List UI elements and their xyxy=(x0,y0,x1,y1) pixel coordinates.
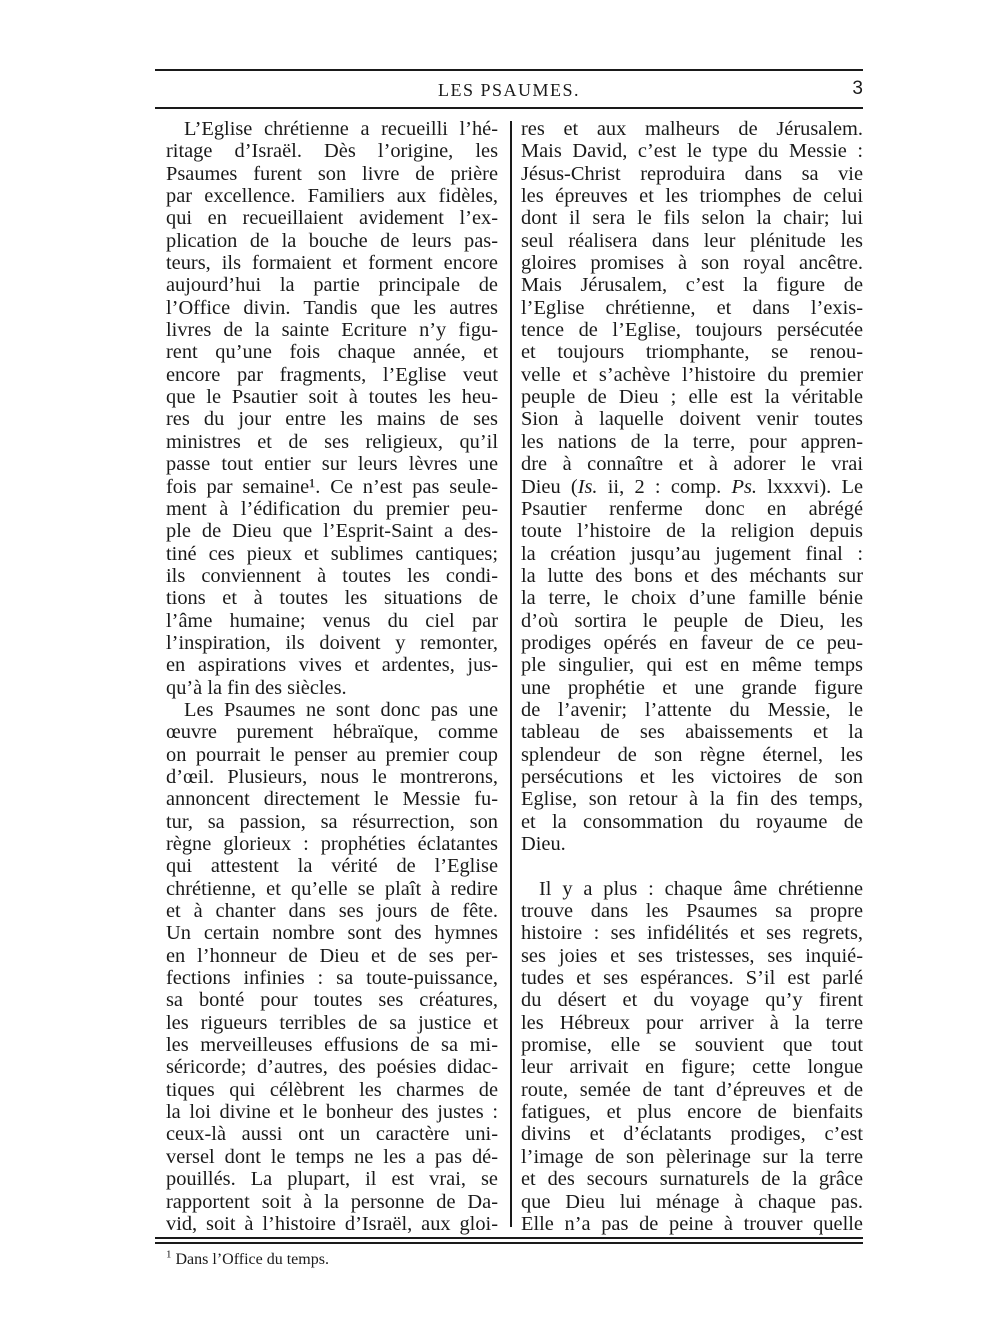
text-line: ritage d’Israël. Dès l’origine, les xyxy=(166,140,498,163)
text-line: fatigues, et plus encore de bienfaits xyxy=(521,1101,863,1124)
text-line: les Hébreux pour arriver à la terre xyxy=(521,1011,863,1034)
text-line: Mais Jérusalem, c’est la figure de xyxy=(521,274,863,297)
running-header-title: LES PSAUMES. xyxy=(437,80,581,100)
text-line: d’œil. Plusieurs, nous le montrerons, xyxy=(166,765,498,788)
text-line: les merveilleuses effusions de sa mi- xyxy=(166,1034,498,1057)
text-line: Psaumes furent son livre de prière xyxy=(166,162,498,185)
text-line: histoire : ses infidélités et ses regrets, xyxy=(521,922,863,945)
text-line: gloires promises à son royal ancêtre. xyxy=(521,252,863,275)
footnote-marker: 1 xyxy=(166,1248,172,1261)
text-line: les rigueurs terribles de sa justice et xyxy=(166,1011,498,1034)
text-line: et des secours surnaturels de la grâce xyxy=(521,1168,863,1191)
text-line: dont il sera le fils selon la chair; lui xyxy=(521,207,863,230)
footnote-text: Dans l’Office du temps. xyxy=(175,1251,329,1268)
text-line: l’Office divin. Tandis que les autres xyxy=(166,296,498,319)
text-line: Mais David, c’est le type du Messie : xyxy=(521,140,863,163)
text-line: annoncent directement le Messie fu- xyxy=(166,788,498,811)
text-line: promise, elle se souvient que tout xyxy=(521,1034,863,1057)
text-line: ils conviennent à toutes les condi- xyxy=(166,564,498,587)
text-line: Sion à laquelle doivent venir toutes xyxy=(521,408,863,431)
text-line: tiné ces pieux et sublimes cantiques; xyxy=(166,542,498,565)
text-line: divins et d’éclatants prodiges, c’est xyxy=(521,1123,863,1146)
text-line: livres de la sainte Ecriture n’y figu- xyxy=(166,319,498,342)
text-line: L’Eglise chrétienne a recueilli l’hé- xyxy=(184,118,498,140)
text-line: aujourd’hui la partie principale de xyxy=(166,274,498,297)
text-line: versel dont le temps ne les a pas dé- xyxy=(166,1145,498,1168)
left-text-column xyxy=(166,118,498,1235)
text-line: velle et s’achève l’histoire du premier xyxy=(521,363,863,386)
text-line: séricorde; d’autres, des poésies didac- xyxy=(166,1056,498,1079)
text-line: fections infinies : sa toute-puissance, xyxy=(166,967,498,990)
text-line: et toujours triomphante, se renou- xyxy=(521,341,863,364)
text-line: rapportent soit à la personne de Da- xyxy=(166,1190,498,1213)
text-line: tions et à toutes les situations de xyxy=(166,587,498,610)
text-line: tudes et ses espérances. S’il est parlé xyxy=(521,967,863,990)
text-line: Psautier renferme donc en abrégé xyxy=(521,497,863,520)
text-line: tur, sa passion, sa résurrection, son xyxy=(166,810,498,833)
text-line: la loi divine et le bonheur des justes : xyxy=(166,1101,498,1124)
text-line: et la consommation du royaume de xyxy=(521,810,863,833)
text-line: et à chanter dans ses jours de fête. xyxy=(166,900,498,923)
text-line: les épreuves et les triomphes de celui xyxy=(521,185,863,208)
footnote xyxy=(166,1248,329,1269)
text-line: en aspirations vives et ardentes, jus- xyxy=(166,654,498,677)
text-line: peuple de Dieu ; elle est la véritable xyxy=(521,386,863,409)
text-line: tiques qui célèbrent les charmes de xyxy=(166,1078,498,1101)
text-line: Dieu. xyxy=(521,833,566,855)
text-line: les nations de la terre, pour appren- xyxy=(521,430,863,453)
text-line: l’âme humaine; venus du ciel par xyxy=(166,609,498,632)
text-line: d’où sortira le peuple de Dieu, les xyxy=(521,609,863,632)
text-line: chrétienne, et qu’elle se plaît à redire xyxy=(166,877,498,900)
text-line: prodiges opérés en faveur de ce peu- xyxy=(521,631,863,654)
text-line: ceux-là aussi ont un caractère uni- xyxy=(166,1123,498,1146)
text-line: tableau de ses abaissements et la xyxy=(521,721,863,744)
text-line: l’Eglise chrétienne, et dans l’exis- xyxy=(521,296,863,319)
text-line: une prophétie et une grande figure xyxy=(521,676,863,699)
text-line: pouillés. La plupart, il est vrai, se xyxy=(166,1168,498,1191)
text-line: la création jusqu’au jugement final : xyxy=(521,542,863,565)
text-line: splendeur de son règne éternel, les xyxy=(521,743,863,766)
text-line: qui en recueillaient avidement l’ex- xyxy=(166,207,498,230)
text-line: plication de la bouche de leurs pas- xyxy=(166,229,498,252)
text-line: par excellence. Familiers aux fidèles, xyxy=(166,185,498,208)
text-line: rent qu’une fois chaque année, et xyxy=(166,341,498,364)
text-line: ment à l’édification du premier peu- xyxy=(166,497,498,520)
text-line: vid, soit à l’histoire d’Israël, aux gloi- xyxy=(166,1212,498,1235)
text-line: route, semée de tant d’épreuves et de xyxy=(521,1078,863,1101)
text-line: Les Psaumes ne sont donc pas une xyxy=(184,698,498,721)
text-line: passe tout entier sur leurs lèvres une xyxy=(166,453,498,476)
text-line: seul réalisera dans leur plénitude les xyxy=(521,229,863,252)
paragraph-gap xyxy=(521,855,863,877)
text-line: qu’à la fin des siècles. xyxy=(166,676,347,699)
text-line: l’image de son pèlerinage sur la terre xyxy=(521,1145,863,1168)
text-line: règne glorieux : prophéties éclatantes xyxy=(166,833,498,855)
text-line: res du jour entre les mains de ses xyxy=(166,408,498,431)
header-bottom-rule xyxy=(155,107,863,109)
text-line: Jésus-Christ reproduira dans sa vie xyxy=(521,162,863,185)
text-line: Elle n’a pas de peine à trouver quelle xyxy=(521,1212,863,1235)
text-line: ple de Dieu que l’Esprit-Saint a des- xyxy=(166,520,498,543)
text-line: tence de l’Eglise, toujours persécutée xyxy=(521,319,863,342)
text-line: en l’honneur de Dieu et de ses per- xyxy=(166,944,498,967)
text-line: Un certain nombre sont des hymnes xyxy=(166,922,498,945)
text-line: trouve dans les Psaumes sa propre xyxy=(521,900,863,923)
text-line: sa bonté pour toutes ses créatures, xyxy=(166,989,498,1012)
text-line: Il y a plus : chaque âme chrétienne xyxy=(539,877,863,900)
text-line: que Dieu lui ménage à chaque pas. xyxy=(521,1190,863,1213)
text-line: teurs, ils formaient et forment encore xyxy=(166,252,498,275)
text-line: leur arrivait en figure; cette longue xyxy=(521,1056,863,1079)
text-line: on pourrait le penser au premier coup xyxy=(166,743,498,766)
header-top-rule xyxy=(155,69,863,71)
text-line: ple singulier, qui est en même temps xyxy=(521,654,863,677)
text-line: toute l’histoire de la religion depuis xyxy=(521,520,863,543)
right-text-column xyxy=(521,118,863,1235)
footnote-rule-lower xyxy=(155,1242,863,1244)
text-line: fois par semaine¹. Ce n’est pas seule- xyxy=(166,475,498,498)
text-line: du désert et du voyage qu’y firent xyxy=(521,989,863,1012)
text-line: Dieu (Is. ii, 2 : comp. Ps. lxxxvi). Le xyxy=(521,475,863,498)
text-line: œuvre purement hébraïque, comme xyxy=(166,721,498,744)
text-line: la terre, le choix d’une famille bénie xyxy=(521,587,863,610)
text-line: de l’avenir; l’attente du Messie, le xyxy=(521,698,863,721)
text-line: persécutions et les victoires de son xyxy=(521,765,863,788)
text-line: encore par fragments, l’Eglise veut xyxy=(166,363,498,386)
text-line: qui attestent la vérité de l’Eglise xyxy=(166,855,498,878)
text-line: Eglise, son retour à la fin des temps, xyxy=(521,788,863,811)
text-line: l’inspiration, ils doivent y remonter, xyxy=(166,631,498,654)
text-line: ses joies et ses tristesses, ses inquié- xyxy=(521,944,863,967)
text-line: la lutte des bons et des méchants sur xyxy=(521,564,863,587)
text-line: que le Psautier soit à toutes les heu- xyxy=(166,386,498,409)
text-line: dre à connaître et à adorer le vrai xyxy=(521,453,863,476)
text-line: ministres et de ses religieux, qu’il xyxy=(166,430,498,453)
column-divider xyxy=(510,121,512,1227)
text-line: res et aux malheurs de Jérusalem. xyxy=(521,118,863,140)
page-number: 3 xyxy=(852,78,863,99)
footnote-rule-upper xyxy=(155,1237,863,1239)
